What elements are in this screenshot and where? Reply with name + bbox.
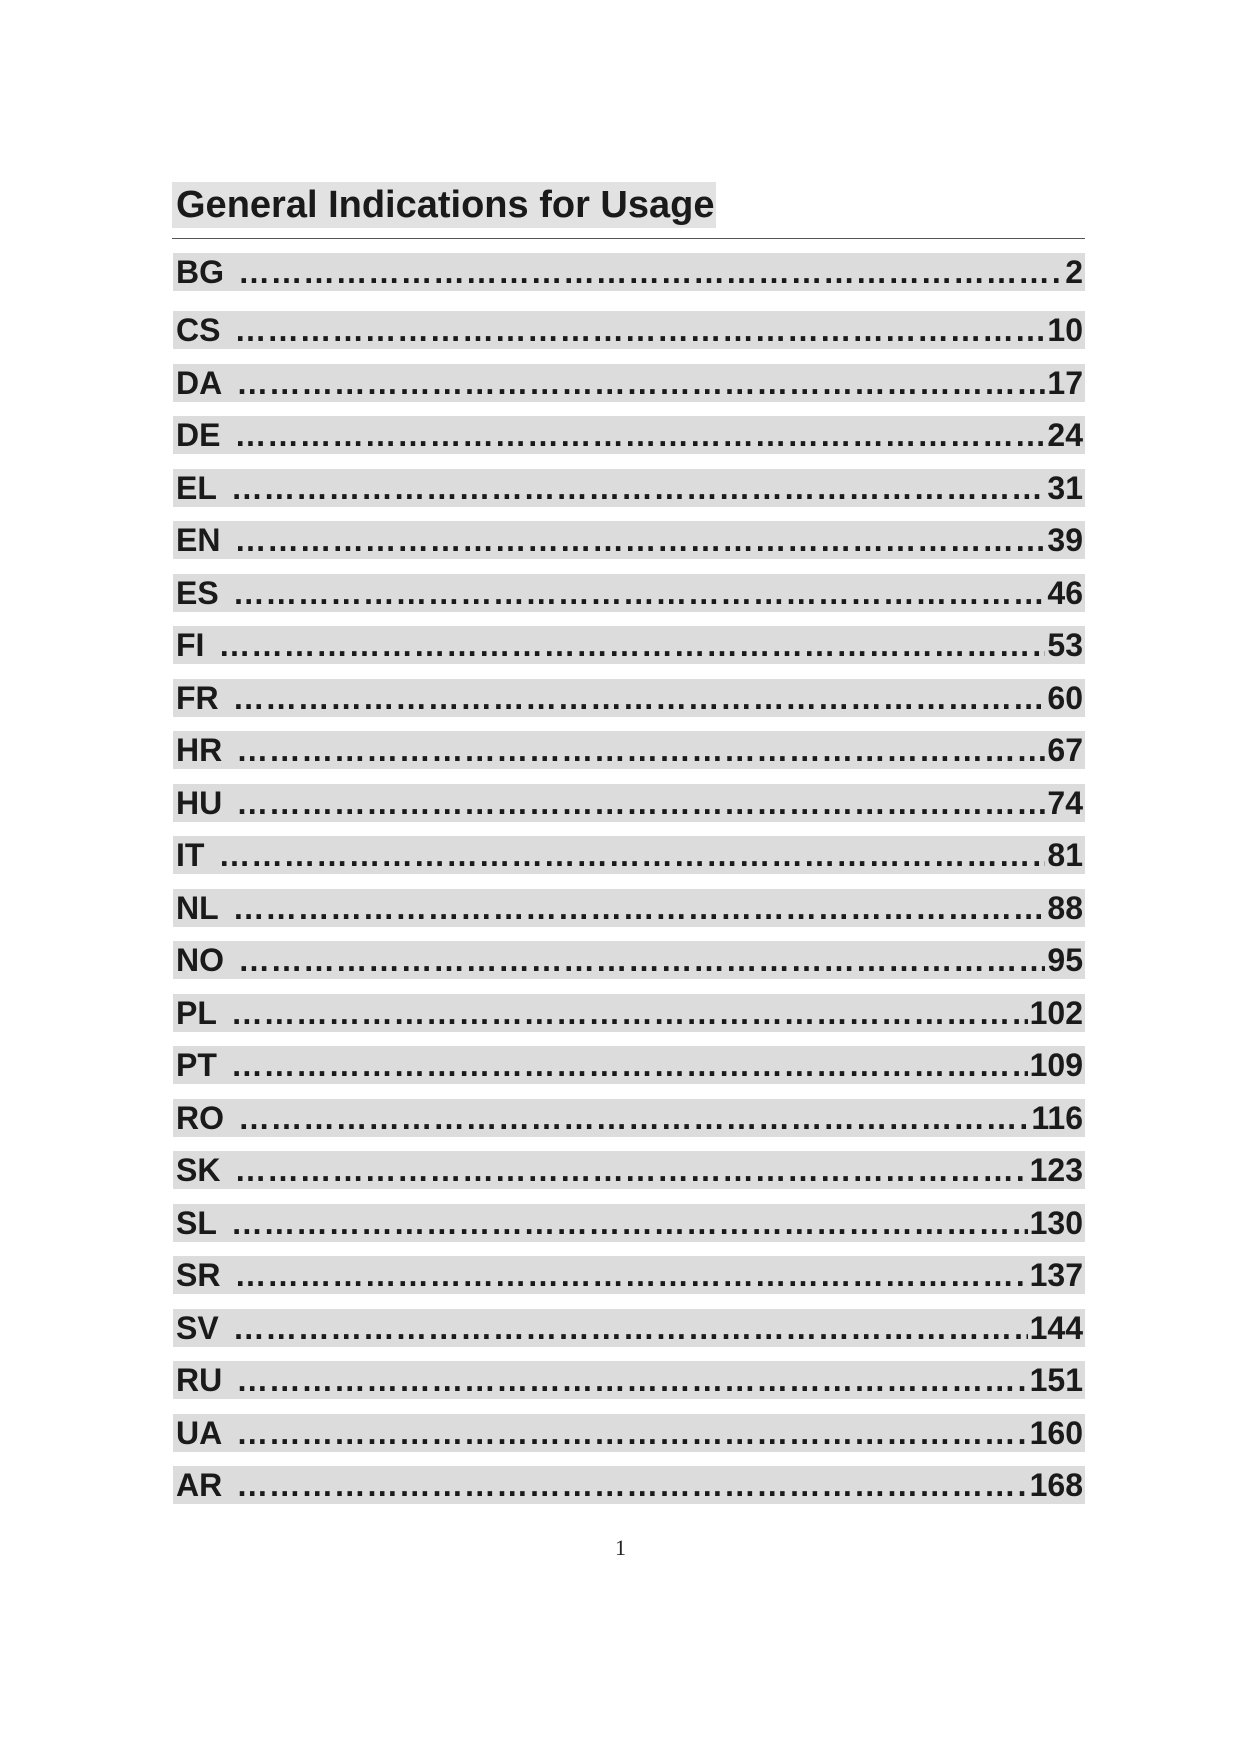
toc-entry-language-code: EL: [176, 469, 217, 506]
toc-entry-page-number: 17: [1047, 364, 1083, 401]
toc-entry-cs[interactable]: [173, 311, 1085, 349]
toc-entry-language-code: BG: [176, 254, 224, 290]
toc-entry-page-number: 109: [1029, 1047, 1083, 1083]
toc-entry-dot-leader: [236, 731, 1045, 769]
toc-entry-dot-leader: [238, 253, 1063, 291]
toc-entry-dot-leader: [236, 364, 1045, 402]
toc-entry-page-number: 160: [1029, 1414, 1083, 1451]
toc-entry-fi[interactable]: [173, 626, 1085, 664]
toc-entry-page-number: 151: [1029, 1362, 1083, 1398]
toc-entry-page-number: 31: [1047, 469, 1083, 506]
toc-entry-sk[interactable]: [173, 1151, 1085, 1189]
toc-entry-dot-leader: [238, 1099, 1029, 1137]
toc-entry-bg[interactable]: [173, 253, 1085, 291]
toc-entry-language-code: NO: [176, 942, 224, 978]
toc-entry-dot-leader: [236, 1414, 1027, 1452]
toc-entry-page-number: 88: [1047, 889, 1083, 926]
toc-entry-language-code: IT: [176, 837, 205, 873]
table-of-contents: [173, 253, 1085, 1519]
toc-entry-dot-leader: [233, 889, 1046, 927]
toc-entry-dot-leader: [236, 1466, 1027, 1504]
toc-entry-ua[interactable]: [173, 1414, 1085, 1452]
toc-entry-page-number: 53: [1047, 627, 1083, 663]
toc-entry-language-code: EN: [176, 522, 221, 558]
toc-entry-it[interactable]: [173, 836, 1085, 874]
page-title: General Indications for Usage: [172, 182, 716, 228]
toc-entry-dot-leader: [233, 574, 1046, 612]
toc-entry-dot-leader: [231, 1204, 1028, 1242]
toc-entry-hu[interactable]: [173, 784, 1085, 822]
toc-entry-dot-leader: [234, 1151, 1027, 1189]
toc-entry-dot-leader: [236, 784, 1045, 822]
toc-entry-hr[interactable]: [173, 731, 1085, 769]
toc-entry-dot-leader: [234, 311, 1045, 349]
toc-entry-language-code: RU: [176, 1362, 223, 1398]
toc-entry-page-number: 39: [1047, 522, 1083, 558]
toc-entry-language-code: DA: [176, 364, 223, 401]
toc-entry-page-number: 74: [1047, 784, 1083, 821]
toc-entry-page-number: 81: [1047, 837, 1083, 873]
toc-entry-page-number: 67: [1047, 732, 1083, 768]
toc-entry-page-number: 95: [1047, 942, 1083, 978]
toc-entry-page-number: 24: [1047, 417, 1083, 453]
title-section: [172, 182, 1085, 239]
toc-entry-language-code: ES: [176, 574, 219, 611]
toc-entry-language-code: HU: [176, 784, 223, 821]
toc-entry-dot-leader: [234, 1256, 1027, 1294]
toc-entry-language-code: NL: [176, 889, 219, 926]
toc-entry-sl[interactable]: [173, 1204, 1085, 1242]
toc-entry-dot-leader: [231, 994, 1028, 1032]
toc-entry-ro[interactable]: [173, 1099, 1085, 1137]
toc-entry-dot-leader: [234, 416, 1045, 454]
toc-entry-dot-leader: [234, 521, 1045, 559]
toc-entry-language-code: SL: [176, 1204, 217, 1241]
toc-entry-language-code: FI: [176, 627, 205, 663]
toc-entry-de[interactable]: [173, 416, 1085, 454]
toc-entry-dot-leader: [218, 836, 1045, 874]
toc-entry-ru[interactable]: [173, 1361, 1085, 1399]
toc-entry-page-number: 60: [1047, 679, 1083, 716]
toc-entry-page-number: 116: [1031, 1099, 1083, 1136]
toc-entry-dot-leader: [238, 941, 1045, 979]
toc-entry-es[interactable]: [173, 574, 1085, 612]
toc-entry-language-code: CS: [176, 312, 221, 348]
toc-entry-language-code: SV: [176, 1309, 219, 1346]
toc-entry-language-code: HR: [176, 732, 223, 768]
toc-entry-page-number: 168: [1029, 1467, 1083, 1503]
toc-entry-page-number: 123: [1029, 1152, 1083, 1188]
toc-entry-page-number: 144: [1029, 1309, 1083, 1346]
toc-entry-ar[interactable]: [173, 1466, 1085, 1504]
toc-entry-sr[interactable]: [173, 1256, 1085, 1294]
toc-entry-dot-leader: [231, 469, 1046, 507]
toc-entry-language-code: DE: [176, 417, 221, 453]
toc-entry-en[interactable]: [173, 521, 1085, 559]
toc-entry-fr[interactable]: [173, 679, 1085, 717]
toc-entry-page-number: 137: [1029, 1257, 1083, 1293]
toc-entry-el[interactable]: [173, 469, 1085, 507]
toc-entry-nl[interactable]: [173, 889, 1085, 927]
toc-entry-language-code: UA: [176, 1414, 223, 1451]
toc-entry-dot-leader: [231, 1046, 1028, 1084]
toc-entry-pl[interactable]: [173, 994, 1085, 1032]
toc-entry-page-number: 130: [1029, 1204, 1083, 1241]
toc-entry-page-number: 10: [1047, 312, 1083, 348]
toc-entry-sv[interactable]: [173, 1309, 1085, 1347]
toc-entry-page-number: 46: [1047, 574, 1083, 611]
toc-entry-language-code: AR: [176, 1467, 223, 1503]
toc-entry-language-code: RO: [176, 1099, 224, 1136]
toc-entry-language-code: SK: [176, 1152, 221, 1188]
toc-entry-language-code: PT: [176, 1047, 217, 1083]
toc-entry-dot-leader: [233, 1309, 1028, 1347]
toc-entry-language-code: FR: [176, 679, 219, 716]
toc-entry-page-number: 2: [1065, 254, 1083, 290]
toc-entry-da[interactable]: [173, 364, 1085, 402]
toc-entry-no[interactable]: [173, 941, 1085, 979]
toc-entry-language-code: PL: [176, 994, 217, 1031]
toc-entry-language-code: SR: [176, 1257, 221, 1293]
toc-entry-dot-leader: [218, 626, 1045, 664]
toc-entry-dot-leader: [236, 1361, 1027, 1399]
page-number: 1: [615, 1535, 626, 1560]
toc-entry-page-number: 102: [1029, 994, 1083, 1031]
toc-entry-pt[interactable]: [173, 1046, 1085, 1084]
toc-entry-dot-leader: [233, 679, 1046, 717]
